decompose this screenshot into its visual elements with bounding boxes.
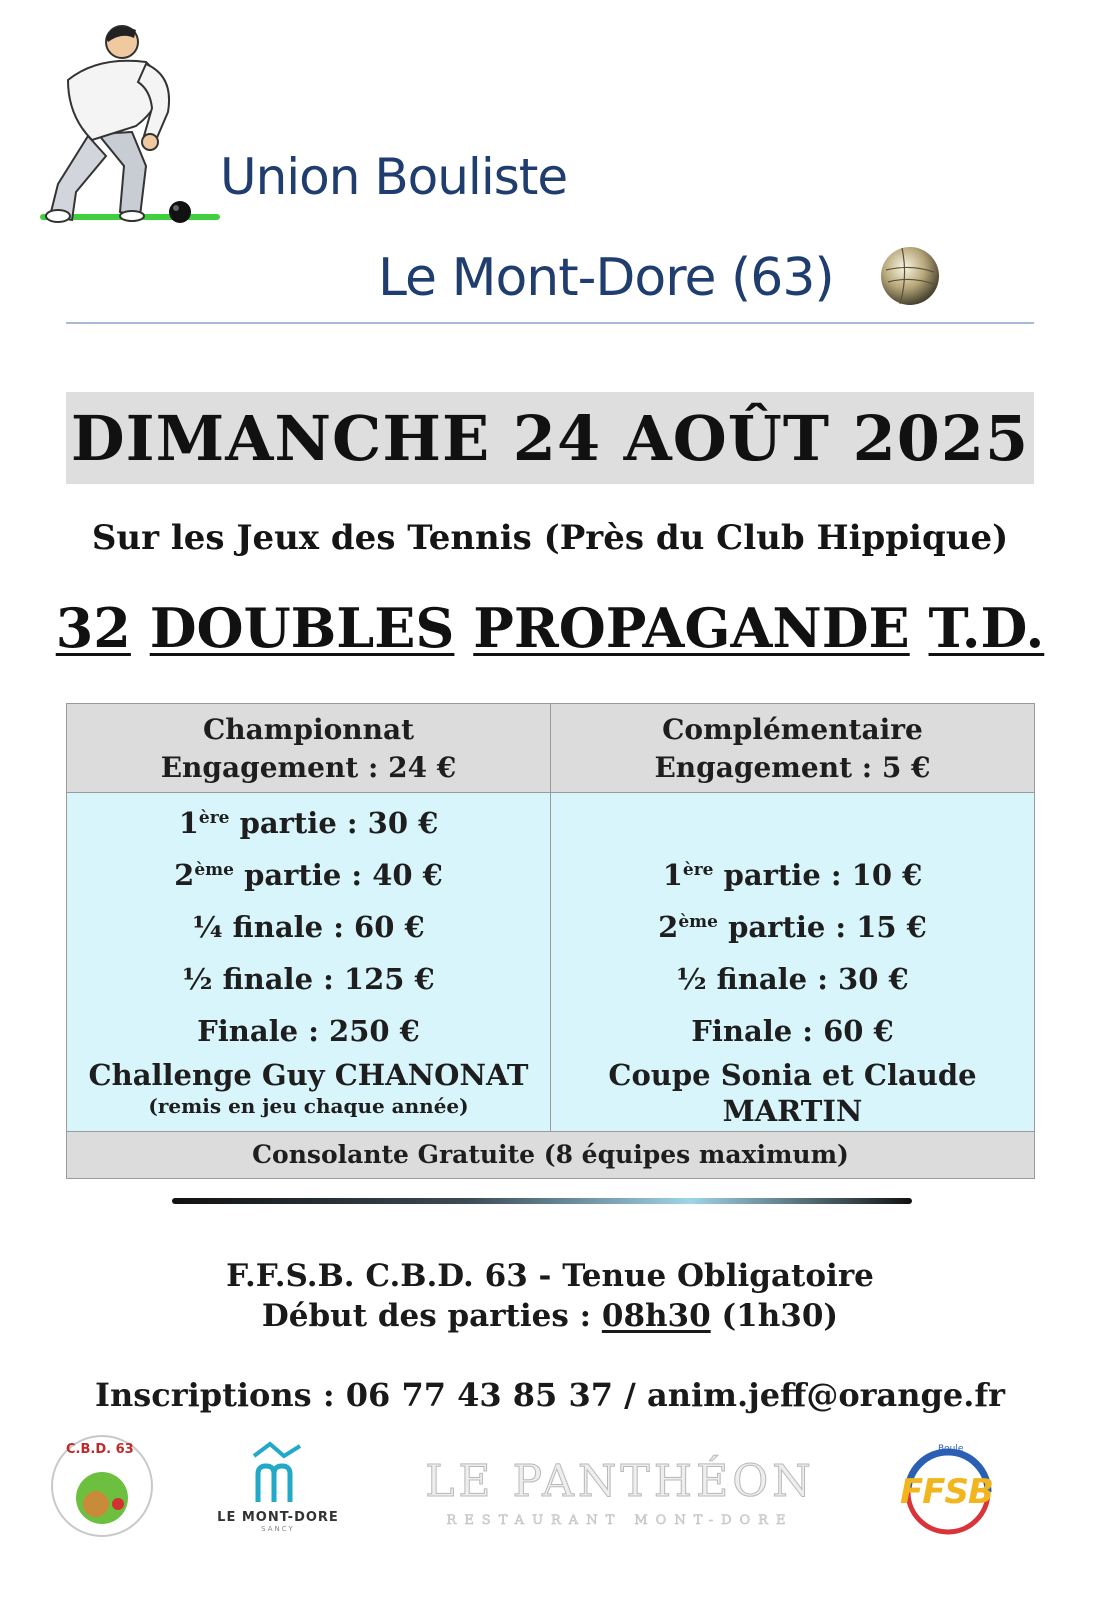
- mont-dore-name: LE MONT-DORE: [217, 1510, 339, 1525]
- mont-dore-mountain-icon: [248, 1440, 308, 1506]
- le-mont-dore-logo: [214, 1440, 342, 1540]
- championnat-round: [67, 1005, 550, 1057]
- start-info: [0, 1298, 1100, 1334]
- event-format: T.D.: [928, 596, 1045, 660]
- championnat-fee: Engagement : 24 €: [160, 751, 457, 784]
- round-prize: ½ finale : 30 €: [676, 962, 909, 996]
- complementaire-title: Complémentaire: [662, 713, 923, 746]
- pantheon-sub: RESTAURANT MONT-DORE: [446, 1513, 794, 1528]
- event-type-2: PROPAGANDE: [473, 596, 910, 660]
- complementaire-header: [551, 704, 1035, 793]
- championnat-header: [67, 704, 551, 793]
- ffsb-logo: [890, 1440, 1006, 1544]
- round-prize: ½ finale : 125 €: [182, 962, 435, 996]
- round-prize: partie : 15 €: [717, 910, 927, 944]
- inscriptions: Inscriptions : 06 77 43 85 37 / anim.jeff@orange.fr: [94, 1376, 1006, 1414]
- date-banner: DIMANCHE 24 AOÛT 2025: [66, 392, 1034, 484]
- club-name: Union Bouliste: [220, 148, 568, 206]
- round-ordinal-suffix: ère: [682, 860, 714, 880]
- boule-player-illustration: [28, 16, 224, 232]
- round-number: 2: [658, 910, 679, 944]
- le-pantheon-logo: [410, 1456, 830, 1528]
- round-prize: Finale : 60 €: [691, 1014, 894, 1048]
- round-prize: partie : 10 €: [713, 858, 923, 892]
- cbd63-logo: [50, 1434, 154, 1538]
- start-duration: (1h30): [710, 1298, 839, 1334]
- cbd63-logo-text: C.B.D. 63: [66, 1442, 134, 1457]
- round-ordinal-suffix: ère: [198, 808, 230, 828]
- round-prize: ¼ finale : 60 €: [192, 910, 425, 944]
- section-separator: [172, 1198, 912, 1204]
- mont-dore-sub: SANCY: [261, 1525, 295, 1533]
- championnat-round: [67, 901, 550, 953]
- venue: Sur les Jeux des Tennis (Près du Club Hippique): [91, 518, 1009, 558]
- round-ordinal-suffix: ème: [194, 860, 234, 880]
- championnat-round: [67, 797, 550, 849]
- round-ordinal-suffix: ème: [678, 912, 718, 932]
- federation-info: F.F.S.B. C.B.D. 63 - Tenue Obligatoire: [226, 1258, 874, 1294]
- championnat-prizes: [67, 793, 551, 1132]
- start-label: Début des parties :: [261, 1298, 602, 1334]
- club-location: Le Mont-Dore (63): [378, 248, 834, 308]
- round-number: 1: [178, 806, 199, 840]
- round-number: 2: [174, 858, 195, 892]
- round-prize: Finale : 250 €: [197, 1014, 420, 1048]
- championnat-title: Championnat: [202, 713, 415, 746]
- complementaire-round: [551, 953, 1034, 1005]
- start-time: 08h30: [601, 1298, 711, 1334]
- ffsb-top-text: Boule: [938, 1444, 964, 1454]
- complementaire-prizes: [551, 793, 1035, 1132]
- championnat-round: [67, 953, 550, 1005]
- complementaire-round: [551, 901, 1034, 953]
- championnat-round: [67, 849, 550, 901]
- consolante: Consolante Gratuite (8 équipes maximum): [67, 1132, 1035, 1179]
- ffsb-logo-text: FFSB: [900, 1472, 993, 1512]
- prize-table: [66, 703, 1035, 1179]
- complementaire-round: [551, 849, 1034, 901]
- round-prize: partie : 40 €: [233, 858, 443, 892]
- round-prize: partie : 30 €: [229, 806, 439, 840]
- championnat-trophy-note: (remis en jeu chaque année): [148, 1094, 469, 1118]
- round-number: 1: [662, 858, 683, 892]
- event-count: 32: [55, 596, 131, 660]
- complementaire-trophy: Coupe Sonia et Claude MARTIN: [608, 1058, 977, 1128]
- complementaire-round: [551, 1005, 1034, 1057]
- petanque-ball-icon: [878, 244, 942, 308]
- championnat-trophy: Challenge Guy CHANONAT: [88, 1058, 529, 1092]
- complementaire-fee: Engagement : 5 €: [654, 751, 931, 784]
- event-type-1: DOUBLES: [149, 596, 455, 660]
- header-divider: [66, 322, 1034, 324]
- pantheon-name: LE PANTHÉON: [425, 1456, 815, 1507]
- event-title: [0, 596, 1100, 660]
